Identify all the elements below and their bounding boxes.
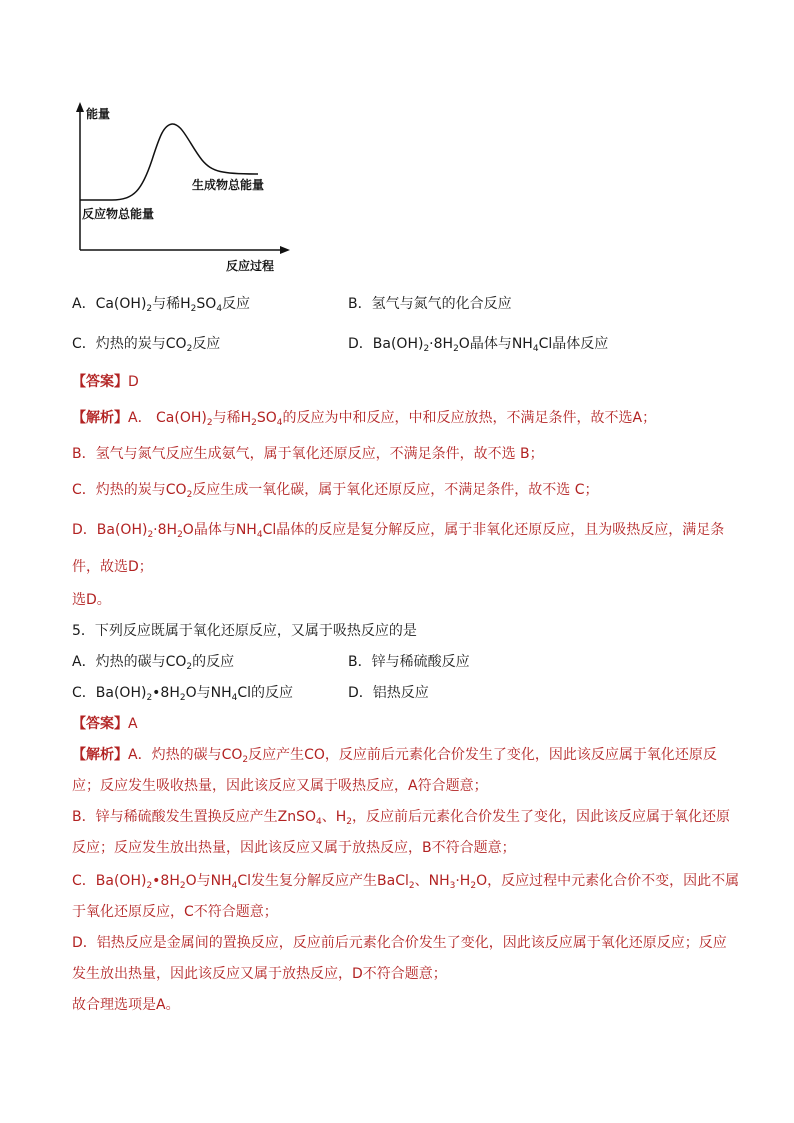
q4-option-b: B．氢气与氮气的化合反应 [348, 296, 512, 312]
energy-diagram-svg [72, 100, 302, 275]
q5-analysis-line9: 故合理选项是A。 [72, 997, 180, 1013]
q4-answer: 【答案】D [72, 374, 139, 390]
q4-option-c: C．灼热的炭与$CO_2$反应 [72, 336, 221, 354]
q4-analysis-c: C．灼热的炭与$CO_2$反应生成一氧化碳，属于氧化还原反应，不满足条件，故不选 C； [72, 482, 599, 500]
q4-option-a: A．$Ca(OH)_2$与稀$H_2SO_4$反应 [72, 296, 251, 314]
q5-analysis-line2: 应；反应发生吸收热量，因此该反应又属于吸热反应，A符合题意； [72, 778, 488, 794]
q5-stem: 5．下列反应既属于氧化还原反应，又属于吸热反应的是 [72, 623, 417, 639]
q4-analysis-d: D．$Ba(OH)_2\cdot 8H_2O$晶体与$NH_4Cl$晶体的反应是复分解反应，属于非氧化还原反应，且为吸热反应，满足条 [72, 522, 725, 540]
q4-analysis-a: 【解析】A． $Ca(OH)_2$与稀$H_2SO_4$的反应为中和反应，中和反应放热，不满足条件，故不选A； [72, 410, 657, 428]
q5-analysis-line1: 【解析】A．灼热的碳与$CO_2$反应产生CO，反应前后元素化合价发生了变化，因此该反应属于氧化还原反 [72, 747, 717, 765]
x-axis-label: 反应过程 [226, 259, 275, 273]
q5-analysis-line4: 反应；反应发生放出热量，因此该反应又属于放热反应，B不符合题意； [72, 840, 516, 856]
x-axis-arrow [280, 246, 290, 254]
q5-option-a: A．灼热的碳与$CO_2$的反应 [72, 654, 235, 672]
q5-analysis-line8: 发生放出热量，因此该反应又属于放热反应，D不符合题意； [72, 966, 447, 982]
y-axis-label: 能量 [86, 107, 111, 121]
q5-option-d: D．铝热反应 [348, 685, 429, 701]
q4-option-d: D．$Ba(OH)_2\cdot 8H_2O$晶体与$NH_4Cl$晶体反应 [348, 336, 609, 354]
q4-selection: 选D。 [72, 592, 111, 608]
q5-option-c: C．$Ba(OH)_2•8H_2O$与$NH_4Cl$的反应 [72, 685, 294, 703]
energy-diagram [72, 100, 302, 275]
q4-analysis-d-cont: 件，故选D； [72, 559, 153, 575]
reactant-energy-label: 反应物总能量 [82, 207, 155, 221]
q4-analysis-b: B．氢气与氮气反应生成氨气，属于氧化还原反应，不满足条件，故不选 B； [72, 446, 544, 462]
q5-analysis-line3: B．锌与稀硫酸发生置换反应产生ZnSO$_4$、$H_2$，反应前后元素化合价发生了变化，因此该反应属于氧化还原 [72, 809, 730, 827]
q5-analysis-line5: C．$Ba(OH)_2•8H_2O$与$NH_4Cl$发生复分解反应产生BaCl$_2$、$NH_3\cdot H_2O$，反应过程中元素化合价不变，因此不属 [72, 873, 740, 891]
q5-option-b: B．锌与稀硫酸反应 [348, 654, 470, 670]
q5-analysis-line7: D．铝热反应是金属间的置换反应，反应前后元素化合价发生了变化，因此该反应属于氧化还原反应；反应 [72, 935, 727, 951]
y-axis-arrow [76, 102, 84, 112]
q5-analysis-line6: 于氧化还原反应，C不符合题意； [72, 904, 278, 920]
product-energy-label: 生成物总能量 [192, 178, 265, 192]
q5-answer: 【答案】A [72, 716, 138, 732]
